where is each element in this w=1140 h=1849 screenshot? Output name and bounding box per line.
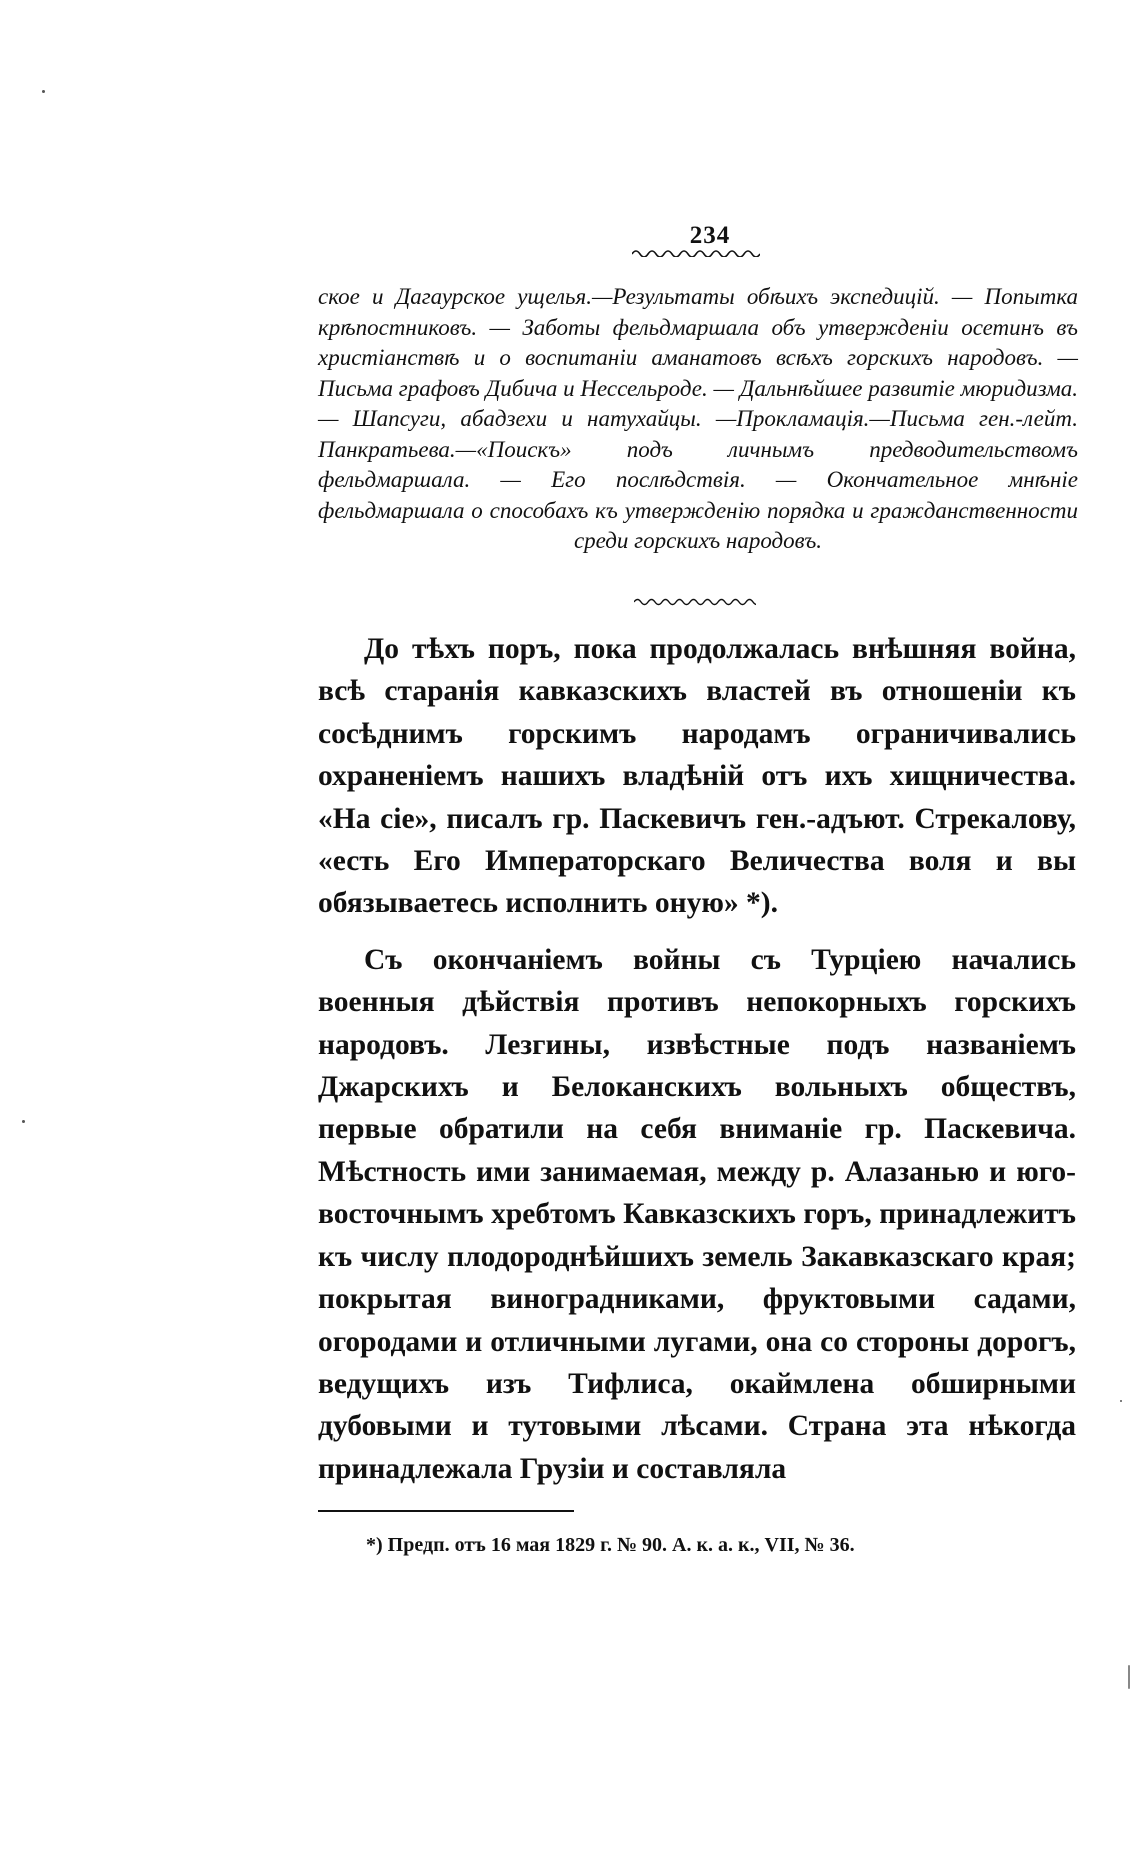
footnote: *) Предп. отъ 16 мая 1829 г. № 90. А. к. а. к., VII, № 36. [366, 1534, 855, 1556]
scan-speck [42, 90, 45, 93]
header-wavy-ornament [632, 247, 760, 257]
paragraph-1: До тѣхъ поръ, пока продолжалась внѣшняя война, всѣ старанія кавказскихъ властей въ отношеніи къ сосѣднимъ горскимъ народамъ ограничивались охраненіемъ нашихъ владѣній отъ ихъ хищничества. «На сіе», писалъ гр. Паскевичъ ген.-адъют. Стрекалову, «есть Его Императорскаго Величества воля и вы обязываетесь исполнить оную» *). [318, 633, 1076, 920]
chapter-summary: ское и Дагаурское ущелья.—Результаты обѣихъ экспедицій. — Попытка крѣпостниковъ. — Заботы фельдмаршала объ утвержденіи осетинъ въ христіанствѣ и о воспитаніи аманатовъ всѣхъ горскихъ народовъ. — Письма графовъ Дибича и Нессельроде. — Дальнѣйшее развитіе мюридизма. — Шапсуги, абадзехи и натухайцы. —Прокламація.—Письма ген.-лейт. Панкратьева.—«Поискъ» подъ личнымъ предводительствомъ фельдмаршала. — Его послѣдствія. — Окончательное мнѣніе фельдмаршала о способахъ къ утвержденію порядка и гражданственности среди горскихъ народовъ. [318, 284, 1078, 553]
paragraph-2: Съ окончаніемъ войны съ Турціею начались военныя дѣйствія противъ непокорныхъ горскихъ народовъ. Лезгины, извѣстные подъ названіемъ Джарскихъ и Белоканскихъ вольныхъ обществъ, первые обратили на себя вниманіе гр. Паскевича. Мѣстность ими занимаемая, между р. Алазанью и юго-восточнымъ хребтомъ Кавказскихъ горъ, принадлежитъ къ числу плодороднѣйшихъ земель Закавказскаго края; покрытая виноградниками, фруктовыми садами, огородами и отличными лугами, она со стороны дорогъ, ведущихъ изъ Тифлиса, окаймлена обширными дубовыми и тутовыми лѣсами. Страна эта нѣкогда принадлежала Грузіи и составляла [318, 943, 1076, 1485]
footnote-separator [318, 1510, 574, 1512]
page-number: 234 [689, 222, 731, 249]
scan-speck [22, 1120, 25, 1123]
main-text [318, 628, 1076, 1490]
divider-wavy-ornament [634, 596, 756, 606]
scan-speck [1128, 1665, 1130, 1689]
scan-speck [1120, 1400, 1122, 1402]
